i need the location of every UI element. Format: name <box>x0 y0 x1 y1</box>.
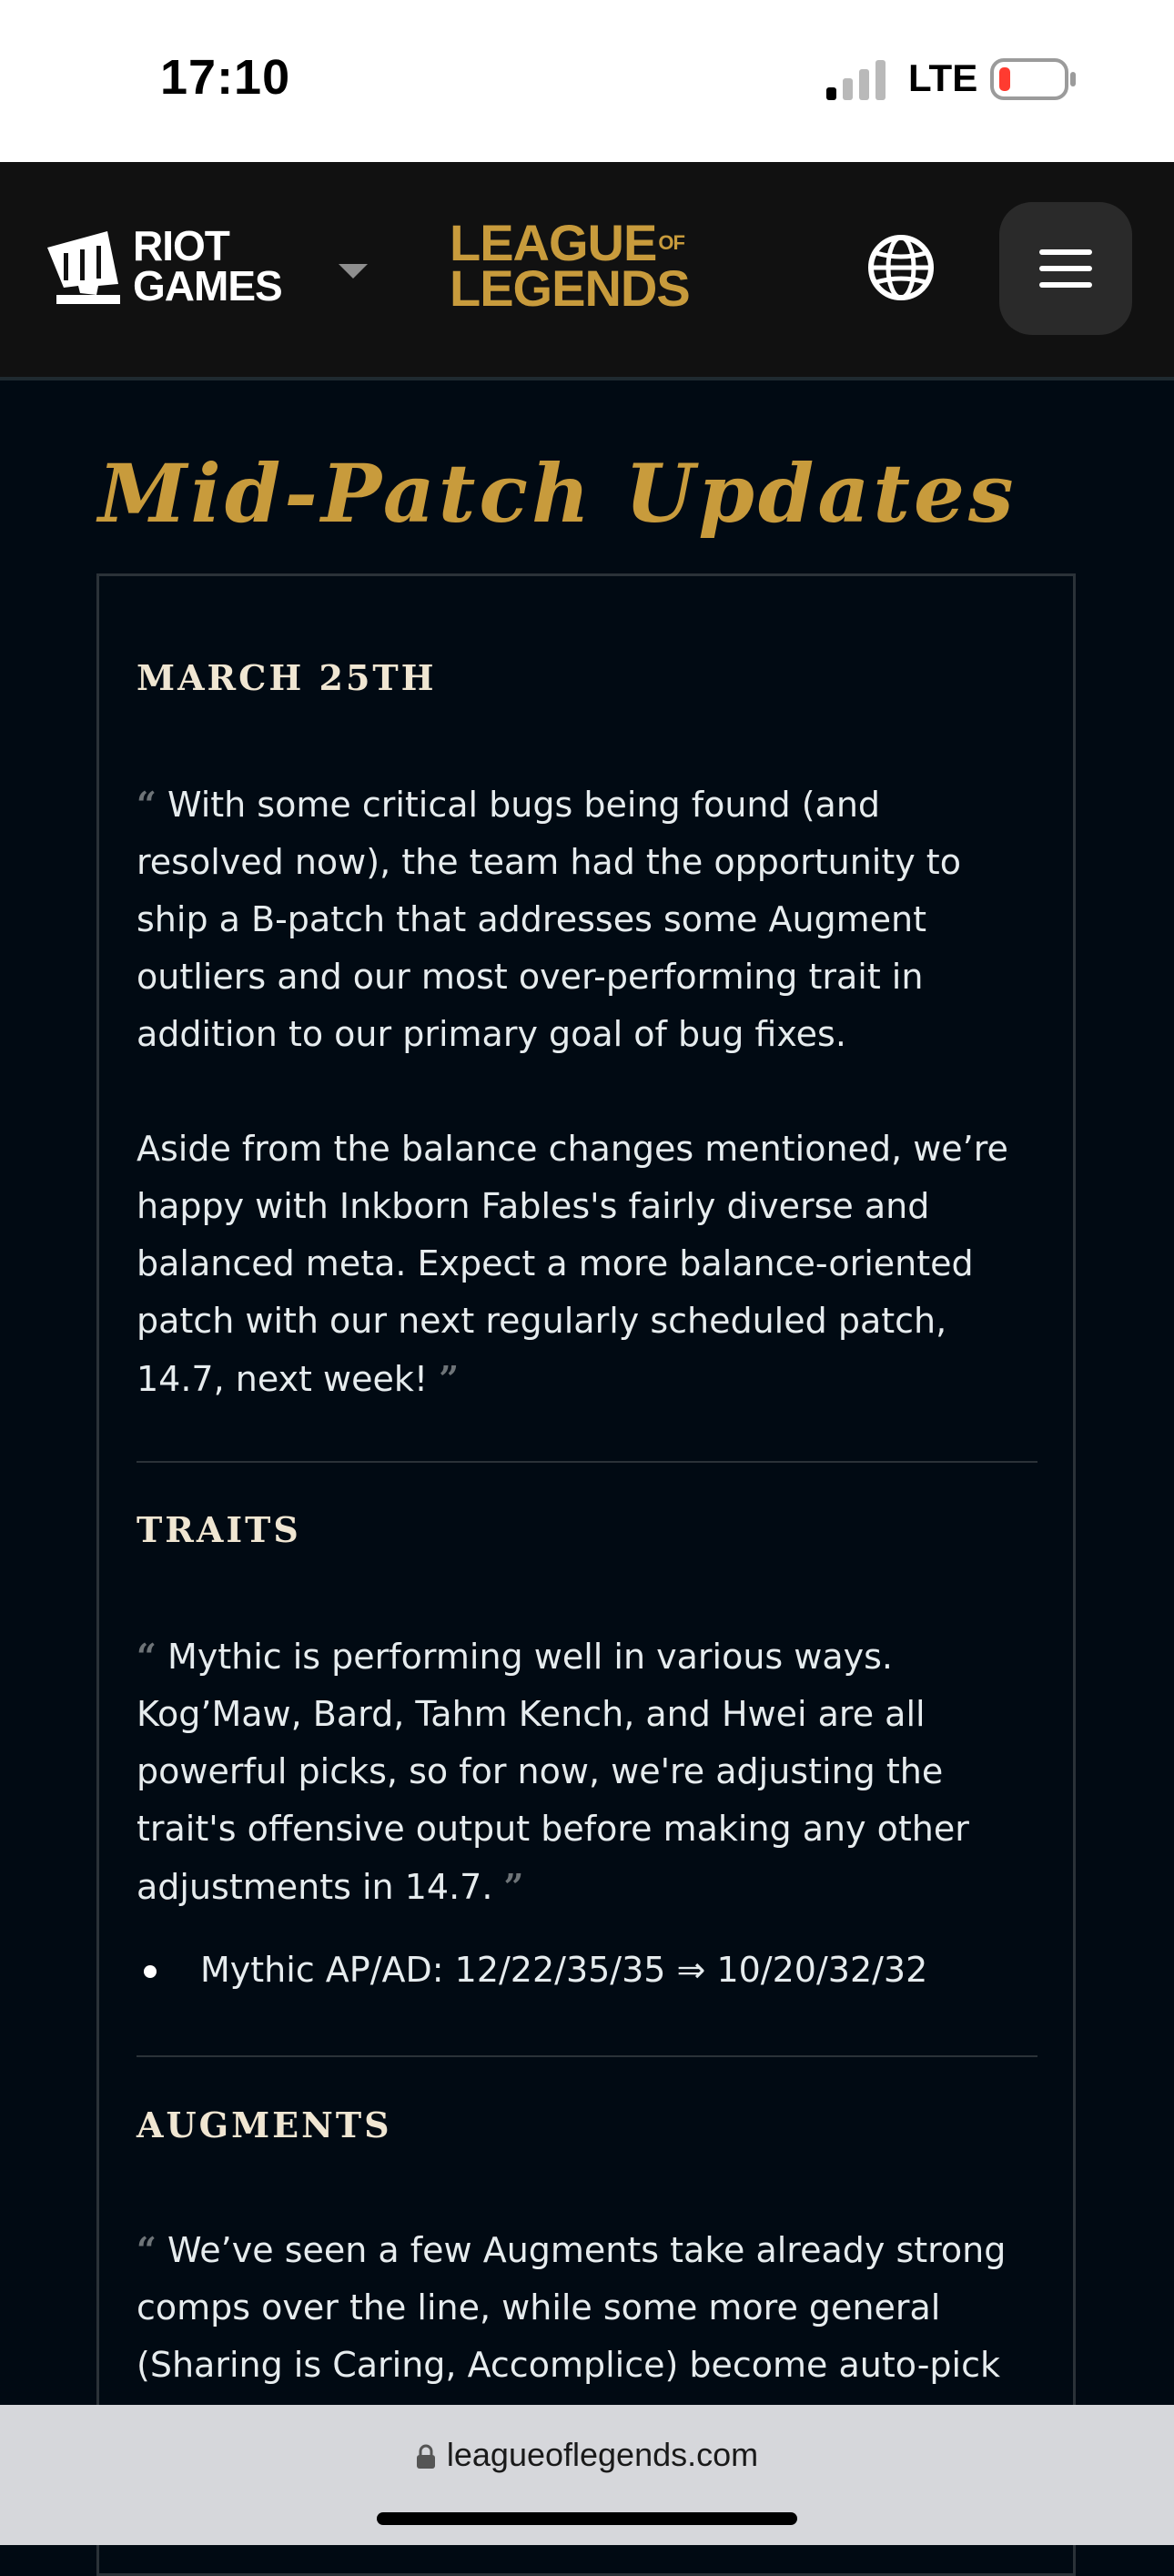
list-item: Mythic AP/AD: 12/22/35/35 ⇒ 10/20/32/32 <box>137 1942 1037 1999</box>
network-type: LTE <box>908 56 978 99</box>
section-heading: AUGMENTS <box>137 2104 392 2145</box>
status-bar <box>0 0 1174 162</box>
quote-paragraph: “ Mythic is performing well in various ways. Kog’Maw, Bard, Tahm Kench, and Hwei are all powerful picks, so for now, we're adjusting the trait's offensive output before making any other adjustments in 14.7. ” <box>137 1636 969 1907</box>
section-divider <box>137 2055 1037 2057</box>
close-quote-icon: ” <box>503 1866 524 1907</box>
battery-low-icon <box>990 58 1078 100</box>
quote-paragraph: “ We’ve seen a few Augments take already strong comps over the line, while some more general (Sharing is Caring, Accomplice) become auto-pick <box>137 2229 1007 2385</box>
section-divider <box>137 1461 1037 1463</box>
section-heading: TRAITS <box>137 1509 301 1550</box>
section-heading: MARCH 25TH <box>137 657 437 698</box>
page-title: Mid-Patch Updates <box>98 446 1017 541</box>
section-augments-quote <box>137 2221 1037 2394</box>
quote-paragraph: “ With some critical bugs being found (and resolved now), the team had the opportunity to ship a B-patch that addresses some Augment outliers and our most over-performing trait in addition to our primary goal of bug fixes. <box>137 784 961 1054</box>
close-quote-icon: ” <box>439 1358 460 1399</box>
site-navbar <box>0 162 1174 380</box>
menu-button[interactable] <box>999 202 1132 335</box>
browser-address-bar[interactable] <box>0 2405 1174 2545</box>
cell-signal-icon <box>826 60 890 100</box>
section-traits-quote <box>137 1628 1037 1999</box>
section-march-quote <box>137 776 1037 1408</box>
home-indicator[interactable] <box>377 2512 797 2525</box>
status-time: 17:10 <box>160 50 291 105</box>
section-traits <box>137 1509 1037 1550</box>
riot-fist-logo-icon[interactable] <box>44 228 126 306</box>
section-march-25th <box>137 657 1037 698</box>
globe-icon[interactable] <box>866 233 936 302</box>
section-augments <box>137 2104 1037 2145</box>
chevron-down-icon[interactable] <box>337 262 369 280</box>
quote-paragraph: Aside from the balance changes mentioned, we’re happy with Inkborn Fables's fairly diverse and balanced meta. Expect a more balance-oriented patch with our next regularly scheduled patch, 14.7, next week! ” <box>137 1129 1008 1399</box>
open-quote-icon: “ <box>137 1636 157 1677</box>
open-quote-icon: “ <box>137 2229 157 2270</box>
change-list <box>137 1942 1037 1999</box>
lock-icon <box>416 2444 436 2470</box>
riot-games-logo[interactable]: RIOT GAMES <box>133 222 282 309</box>
open-quote-icon: “ <box>137 784 157 825</box>
league-of-legends-logo[interactable]: $LEAGUE^{OF}$ LEGENDS <box>450 214 690 317</box>
url-display[interactable]: leagueoflegends.com <box>0 2436 1174 2474</box>
